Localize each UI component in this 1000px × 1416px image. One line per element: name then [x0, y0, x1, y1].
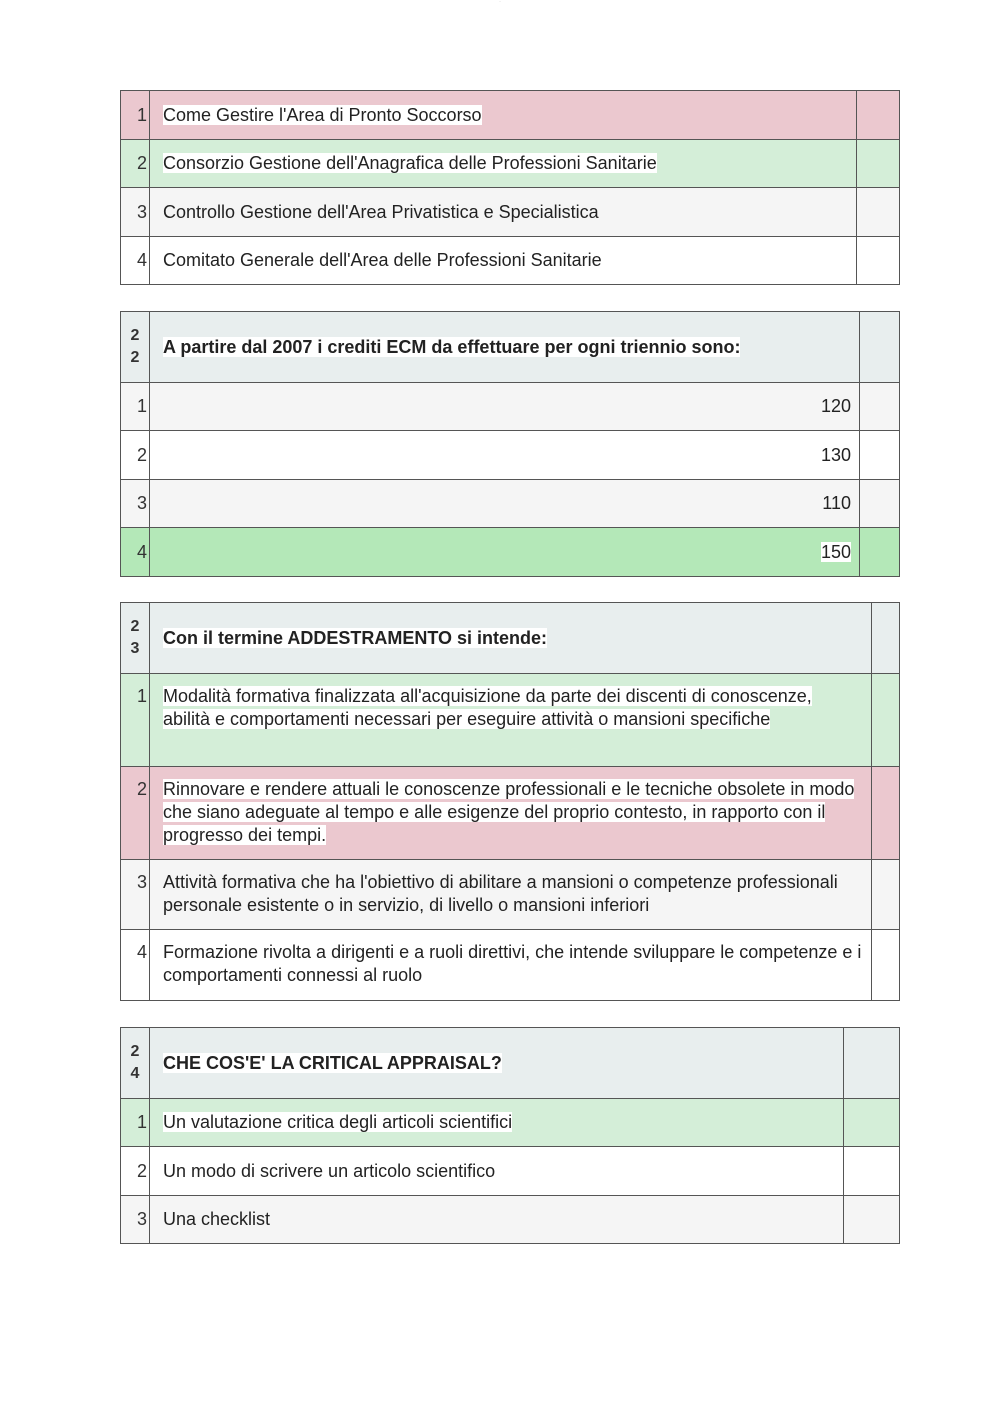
answer-row[interactable]	[121, 767, 900, 860]
answer-row[interactable]	[121, 140, 900, 188]
answer-row[interactable]	[121, 528, 900, 577]
answer-row[interactable]	[121, 930, 900, 1001]
answer-mark-cell	[857, 91, 900, 140]
answer-mark-cell	[857, 188, 900, 237]
answer-text: Consorzio Gestione dell'Anagrafica delle Professioni Sanitarie	[150, 140, 857, 188]
answer-row[interactable]	[121, 91, 900, 140]
question-text: Con il termine ADDESTRAMENTO si intende:	[150, 603, 872, 674]
answer-text: Rinnovare e rendere attuali le conoscenze professionali e le tecniche obsolete in modo che siano adeguate al tempo e alle esigenze del proprio contesto, in rapporto con il progresso dei tempi.	[150, 767, 872, 860]
answer-row[interactable]	[121, 188, 900, 237]
answer-text: Un valutazione critica degli articoli scientifici	[150, 1099, 844, 1147]
question-text: A partire dal 2007 i crediti ECM da effettuare per ogni triennio sono:	[150, 312, 860, 383]
question-22-table	[120, 311, 900, 577]
answer-mark-cell	[872, 767, 900, 860]
answer-number: 4	[121, 930, 150, 1001]
answer-row[interactable]	[121, 237, 900, 285]
answer-number: 4	[121, 237, 150, 285]
question-header	[121, 1028, 900, 1099]
answer-number: 2	[121, 140, 150, 188]
answer-text: Comitato Generale dell'Area delle Professioni Sanitarie	[150, 237, 857, 285]
answer-number: 4	[121, 528, 150, 577]
answer-mark-cell	[872, 860, 900, 930]
answer-text: Formazione rivolta a dirigenti e a ruoli direttivi, che intende sviluppare le competenze e i comportamenti connessi al ruolo	[150, 930, 872, 1001]
answer-row[interactable]	[121, 1147, 900, 1196]
answer-text: 120	[150, 383, 860, 431]
question-number: 2 2	[121, 312, 150, 383]
answer-text: 130	[150, 431, 860, 480]
answer-mark-cell	[860, 528, 900, 577]
answer-text: Come Gestire l'Area di Pronto Soccorso	[150, 91, 857, 140]
question-header	[121, 603, 900, 674]
answer-mark-cell	[857, 140, 900, 188]
answer-text: 110	[150, 480, 860, 528]
question-23-table	[120, 602, 900, 1001]
answer-row[interactable]	[121, 480, 900, 528]
answer-mark-cell	[872, 930, 900, 1001]
page-header-mark: ...	[498, 0, 502, 3]
answer-number: 2	[121, 767, 150, 860]
answer-text: Modalità formativa finalizzata all'acquisizione da parte dei discenti di conoscenze, abilità e comportamenti necessari per eseguire attività o mansioni specifiche	[150, 674, 872, 767]
answer-number: 1	[121, 674, 150, 767]
answer-row[interactable]	[121, 860, 900, 930]
answer-row[interactable]	[121, 1196, 900, 1244]
answer-text: Controllo Gestione dell'Area Privatistica e Specialistica	[150, 188, 857, 237]
answer-number: 3	[121, 1196, 150, 1244]
question-number: 2 4	[121, 1028, 150, 1099]
question-21-table	[120, 90, 900, 285]
answer-number: 3	[121, 860, 150, 930]
question-text: CHE COS'E' LA CRITICAL APPRAISAL?	[150, 1028, 844, 1099]
answer-row[interactable]	[121, 383, 900, 431]
question-number: 2 3	[121, 603, 150, 674]
answer-number: 3	[121, 188, 150, 237]
question-24-table	[120, 1027, 900, 1244]
answer-text: Una checklist	[150, 1196, 844, 1244]
answer-row[interactable]	[121, 1099, 900, 1147]
answer-row[interactable]	[121, 431, 900, 480]
answer-number: 1	[121, 383, 150, 431]
answer-number: 2	[121, 1147, 150, 1196]
question-mark-cell	[872, 603, 900, 674]
answer-mark-cell	[844, 1099, 900, 1147]
answer-number: 1	[121, 91, 150, 140]
answer-mark-cell	[844, 1147, 900, 1196]
answer-mark-cell	[860, 480, 900, 528]
answer-mark-cell	[872, 674, 900, 767]
answer-text: Attività formativa che ha l'obiettivo di abilitare a mansioni o competenze professionali personale esistente o in servizio, di livello o mansioni inferiori	[150, 860, 872, 930]
question-header	[121, 312, 900, 383]
answer-text: Un modo di scrivere un articolo scientifico	[150, 1147, 844, 1196]
answer-mark-cell	[857, 237, 900, 285]
answer-number: 1	[121, 1099, 150, 1147]
answer-number: 3	[121, 480, 150, 528]
answer-row[interactable]	[121, 674, 900, 767]
answer-text: 150	[150, 528, 860, 577]
answer-mark-cell	[860, 383, 900, 431]
answer-mark-cell	[844, 1196, 900, 1244]
answer-number: 2	[121, 431, 150, 480]
answer-mark-cell	[860, 431, 900, 480]
question-mark-cell	[860, 312, 900, 383]
question-mark-cell	[844, 1028, 900, 1099]
